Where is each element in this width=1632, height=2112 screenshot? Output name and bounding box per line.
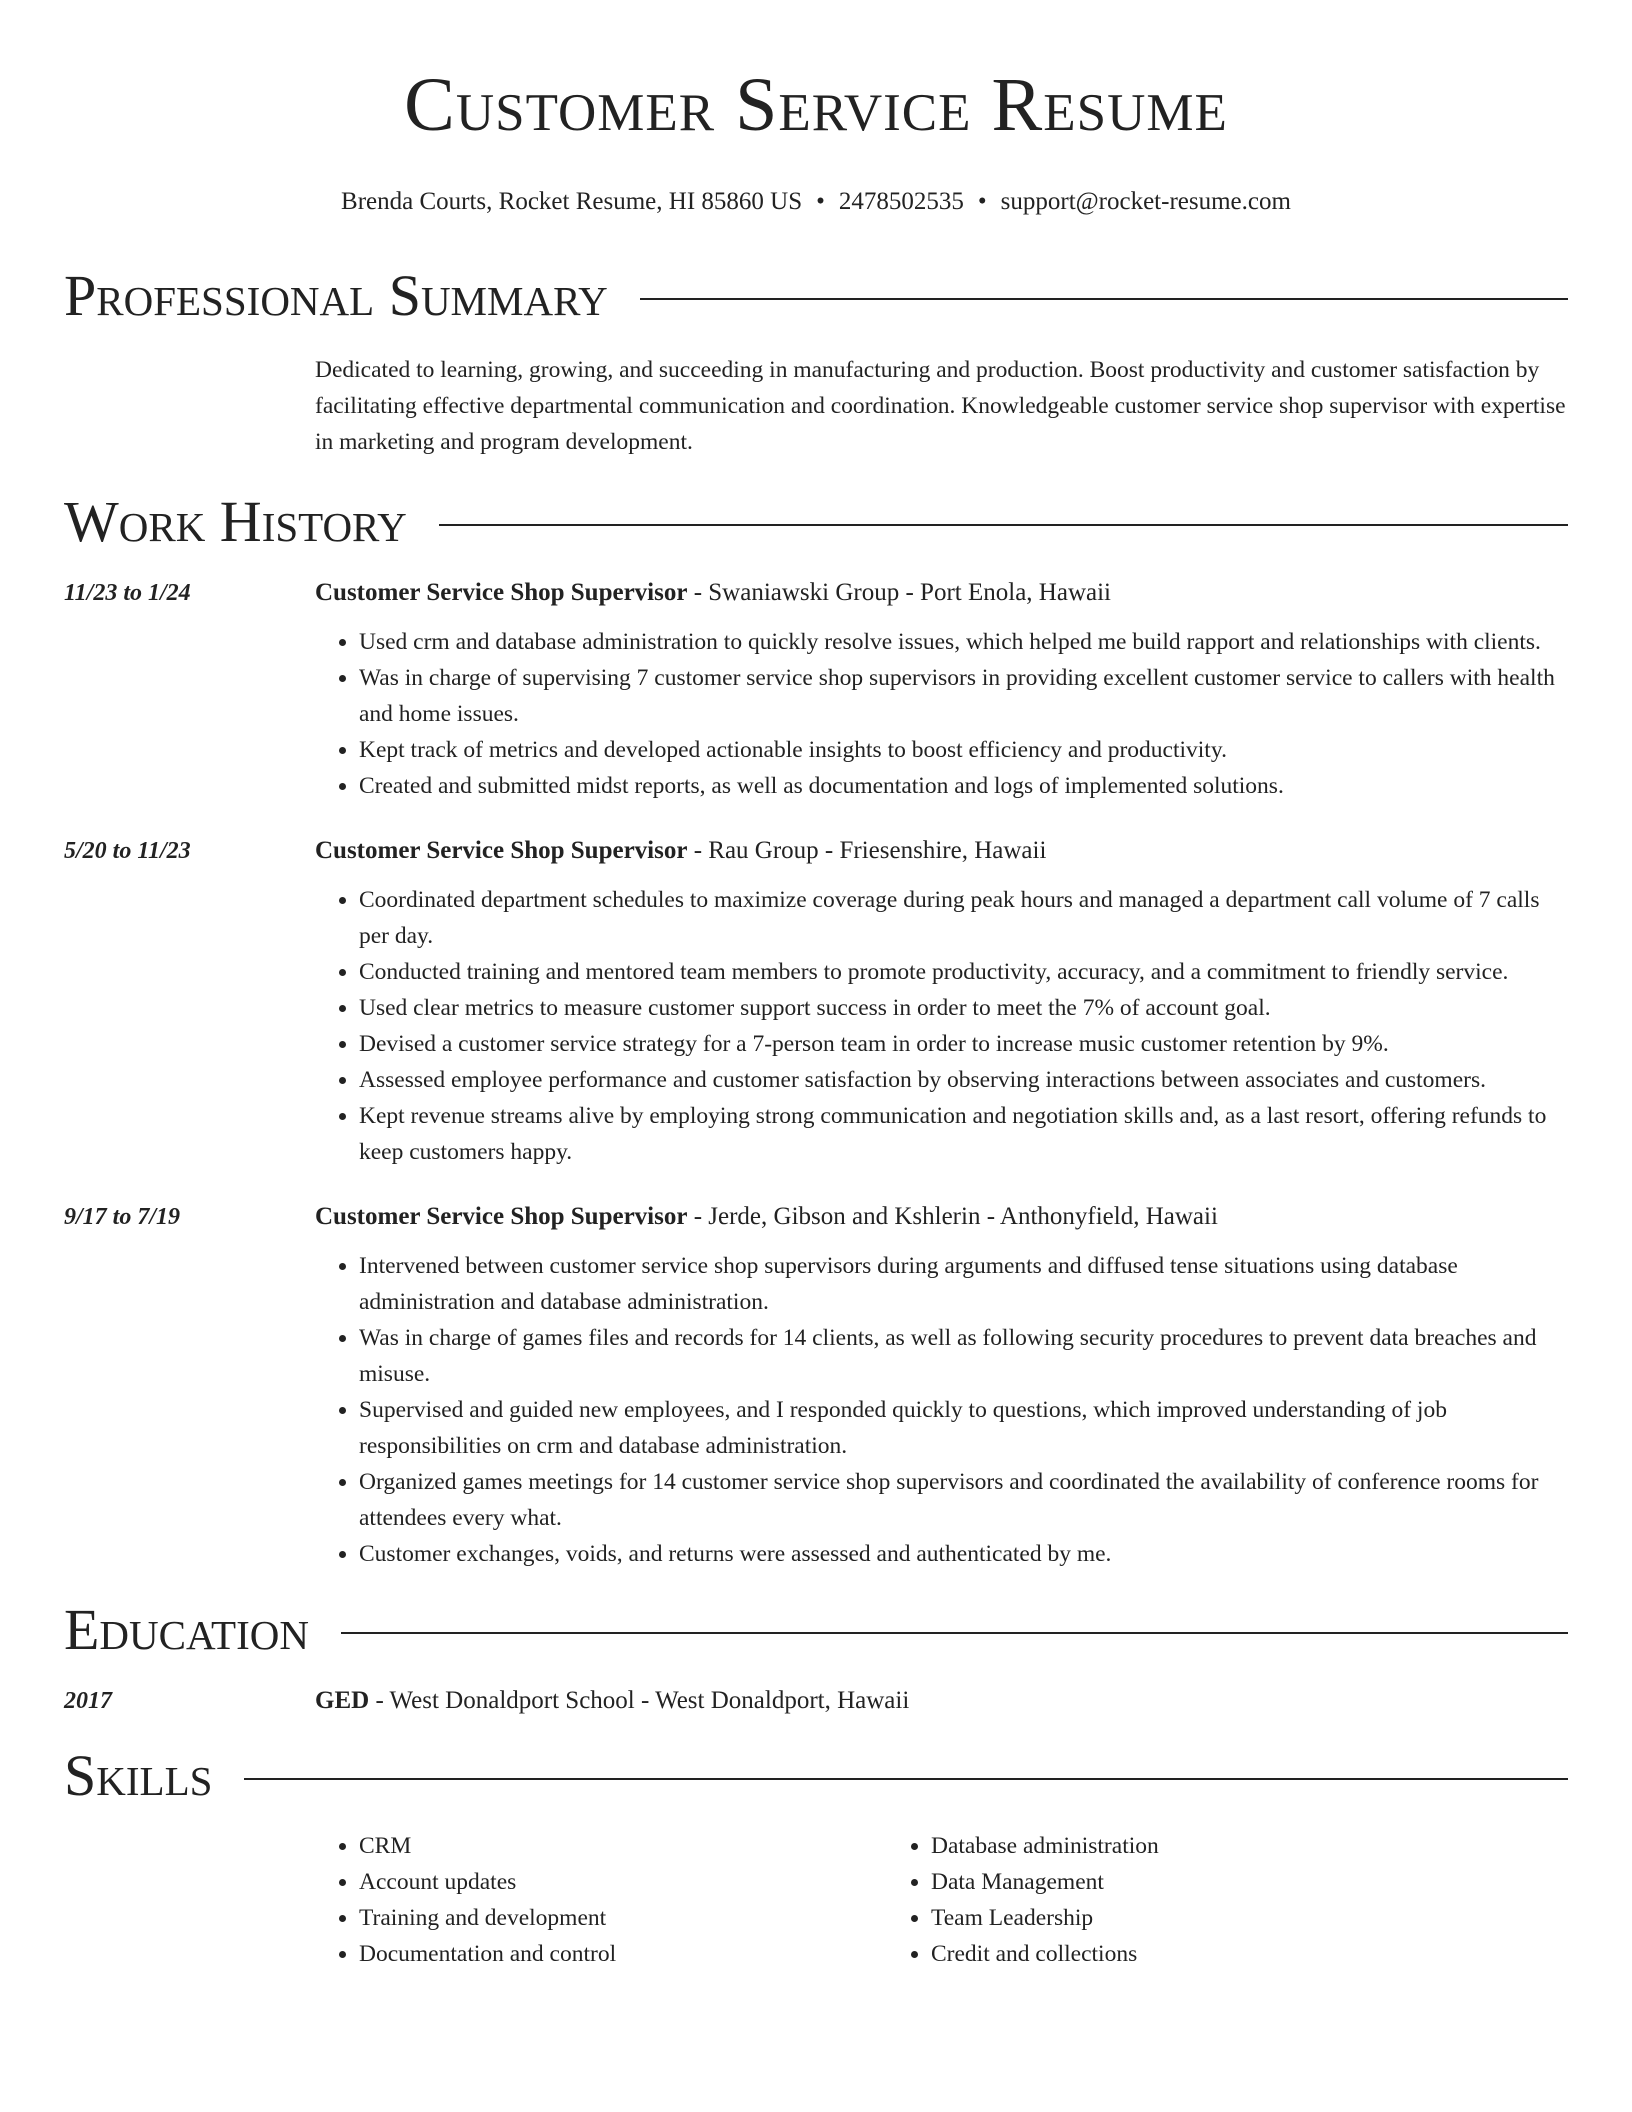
job-details: - Jerde, Gibson and Kshlerin - Anthonyfield, Hawaii: [687, 1203, 1218, 1230]
work-heading: Work History: [64, 489, 407, 554]
job-role-line: [315, 1200, 1568, 1234]
summary-section-header: [64, 264, 1568, 328]
skills-column-left: [315, 1828, 887, 1972]
job-body: [315, 1200, 1568, 1572]
document-title: Customer Service Resume: [404, 63, 1228, 147]
job-bullet: • Devised a customer service strategy for a 7-person team in order to increase music customer retention by 9%.: [359, 1026, 1568, 1062]
job-bullet: • Customer exchanges, voids, and returns were assessed and authenticated by me.: [359, 1536, 1568, 1572]
skill-item: • Team Leadership: [931, 1900, 1459, 1936]
contact-line: [64, 186, 1568, 218]
education-year: 2017: [64, 1688, 112, 1714]
contact-phone: 2478502535: [838, 188, 964, 215]
job-bullet: • Organized games meetings for 14 customer service shop supervisors and coordinated the availability of conference rooms for attendees every what.: [359, 1464, 1568, 1536]
skills-grid: [315, 1828, 1568, 1972]
contact-address: Brenda Courts, Rocket Resume, HI 85860 US: [341, 188, 803, 215]
section-divider: [341, 1632, 1568, 1634]
skill-item: • Credit and collections: [931, 1936, 1459, 1972]
job-details: - Swaniawski Group - Port Enola, Hawaii: [687, 579, 1111, 606]
job-bullet: • Used crm and database administration to quickly resolve issues, which helped me build rapport and relationships with clients.: [359, 624, 1568, 660]
job-title: Customer Service Shop Supervisor: [315, 579, 688, 606]
skill-item: • Database administration: [931, 1828, 1459, 1864]
job-details: - Rau Group - Friesenshire, Hawaii: [687, 837, 1047, 864]
job-bullet: • Used clear metrics to measure customer support success in order to meet the 7% of account goal.: [359, 990, 1568, 1026]
education-section-header: [64, 1598, 1568, 1662]
job-bullet: • Was in charge of games files and records for 14 clients, as well as following security procedures to prevent data breaches and misuse.: [359, 1320, 1568, 1392]
job-entry: [64, 834, 1568, 1170]
job-bullet: • Was in charge of supervising 7 customer service shop supervisors in providing excellent customer service to callers with health and home issues.: [359, 660, 1568, 732]
job-dates: 11/23 to 1/24: [64, 580, 191, 606]
job-bullet: • Kept revenue streams alive by employing strong communication and negotiation skills and, as a last resort, offering refunds to keep customers happy.: [359, 1098, 1568, 1170]
job-bullet: • Supervised and guided new employees, and I responded quickly to questions, which improved understanding of job responsibilities on crm and database administration.: [359, 1392, 1568, 1464]
job-dates: 5/20 to 11/23: [64, 838, 191, 864]
job-entry: [64, 576, 1568, 804]
job-body: [315, 834, 1568, 1170]
section-divider: [244, 1778, 1568, 1780]
job-title: Customer Service Shop Supervisor: [315, 837, 688, 864]
job-title: Customer Service Shop Supervisor: [315, 1203, 688, 1230]
contact-email: support@rocket-resume.com: [1000, 188, 1291, 215]
skills-column-right: [887, 1828, 1459, 1972]
skill-item: • Account updates: [359, 1864, 887, 1900]
job-role-line: [315, 576, 1568, 610]
summary-heading: Professional Summary: [64, 263, 608, 328]
job-bullets: [315, 624, 1568, 804]
job-bullet: • Assessed employee performance and customer satisfaction by observing interactions between associates and customers.: [359, 1062, 1568, 1098]
job-body: [315, 576, 1568, 804]
job-bullet: • Coordinated department schedules to maximize coverage during peak hours and managed a department call volume of 7 calls per day.: [359, 882, 1568, 954]
work-section-header: [64, 490, 1568, 554]
job-bullets: [315, 882, 1568, 1170]
contact-separator: •: [816, 188, 825, 215]
job-bullet: • Intervened between customer service shop supervisors during arguments and diffused tense situations using database administration and database administration.: [359, 1248, 1568, 1320]
skill-item: • Training and development: [359, 1900, 887, 1936]
job-bullet: • Kept track of metrics and developed actionable insights to boost efficiency and productivity.: [359, 732, 1568, 768]
education-entry: [64, 1684, 1568, 1718]
job-bullet: • Conducted training and mentored team members to promote productivity, accuracy, and a commitment to friendly service.: [359, 954, 1568, 990]
summary-text: Dedicated to learning, growing, and succeeding in manufacturing and production. Boost productivity and customer satisfaction by facilitating effective departmental communication and coordination. Knowledgeable customer service shop supervisor with expertise in marketing and program development.: [315, 357, 1566, 455]
job-role-line: [315, 834, 1568, 868]
education-degree: GED: [315, 1687, 370, 1714]
skill-item: • CRM: [359, 1828, 887, 1864]
section-divider: [439, 524, 1568, 526]
skills-heading: Skills: [64, 1743, 213, 1808]
education-body: [315, 1684, 909, 1718]
job-dates: 9/17 to 7/19: [64, 1204, 181, 1230]
job-bullets: [315, 1248, 1568, 1572]
education-details: - West Donaldport School - West Donaldport, Hawaii: [369, 1687, 910, 1714]
job-bullet: • Created and submitted midst reports, as well as documentation and logs of implemented solutions.: [359, 768, 1568, 804]
skills-section-header: [64, 1744, 1568, 1808]
education-heading: Education: [64, 1597, 309, 1662]
section-divider: [640, 298, 1568, 300]
contact-separator: •: [977, 188, 987, 215]
skill-item: • Documentation and control: [359, 1936, 887, 1972]
job-entry: [64, 1200, 1568, 1572]
skill-item: • Data Management: [931, 1864, 1459, 1900]
